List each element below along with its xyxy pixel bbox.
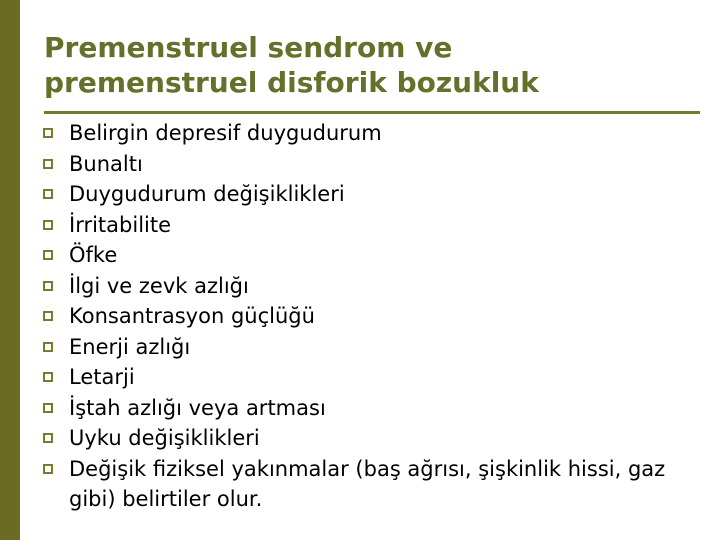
bullet-text: Öfke <box>69 243 118 267</box>
slide-title <box>44 30 704 100</box>
bullet-item <box>43 210 683 241</box>
square-bullet-icon <box>43 342 53 352</box>
bullet-item <box>43 362 683 393</box>
square-bullet-icon <box>43 159 53 169</box>
square-bullet-icon <box>43 464 53 474</box>
left-accent-bar <box>0 0 20 540</box>
bullet-item <box>43 149 683 180</box>
square-bullet-icon <box>43 433 53 443</box>
square-bullet-icon <box>43 372 53 382</box>
bullet-text: İrritabilite <box>69 212 172 237</box>
bullet-text: Değişik fiziksel yakınmalar (baş ağrısı, şişkinlik hissi, gaz gibi) belirtiler olur. <box>69 456 666 511</box>
square-bullet-icon <box>43 281 53 291</box>
square-bullet-icon <box>43 403 53 413</box>
bullet-text: İştah azlığı veya artması <box>69 395 326 420</box>
bullet-list <box>43 118 683 515</box>
bullet-item <box>43 118 683 149</box>
bullet-item <box>43 271 683 302</box>
title-divider <box>44 111 700 114</box>
bullet-text: Konsantrasyon güçlüğü <box>69 304 315 328</box>
bullet-item <box>43 423 683 454</box>
bullet-text: Uyku değişiklikleri <box>69 426 260 450</box>
bullet-text: İlgi ve zevk azlığı <box>69 273 249 298</box>
slide-title-line-2: premenstruel disforik bozukluk <box>44 66 539 99</box>
bullet-item <box>43 240 683 271</box>
bullet-text: Bunaltı <box>69 151 143 176</box>
bullet-text: Enerji azlığı <box>69 334 191 359</box>
bullet-item <box>43 454 683 515</box>
square-bullet-icon <box>43 189 53 199</box>
bullet-text: Letarji <box>69 365 135 389</box>
bullet-item <box>43 179 683 210</box>
square-bullet-icon <box>43 311 53 321</box>
bullet-item <box>43 301 683 332</box>
bullet-text: Belirgin depresif duygudurum <box>69 121 382 145</box>
bullet-item <box>43 393 683 424</box>
square-bullet-icon <box>43 220 53 230</box>
square-bullet-icon <box>43 250 53 260</box>
square-bullet-icon <box>43 128 53 138</box>
bullet-text: Duygudurum değişiklikleri <box>69 182 345 206</box>
bullet-item <box>43 332 683 363</box>
slide-title-line-1: Premenstruel sendrom ve <box>44 31 453 64</box>
